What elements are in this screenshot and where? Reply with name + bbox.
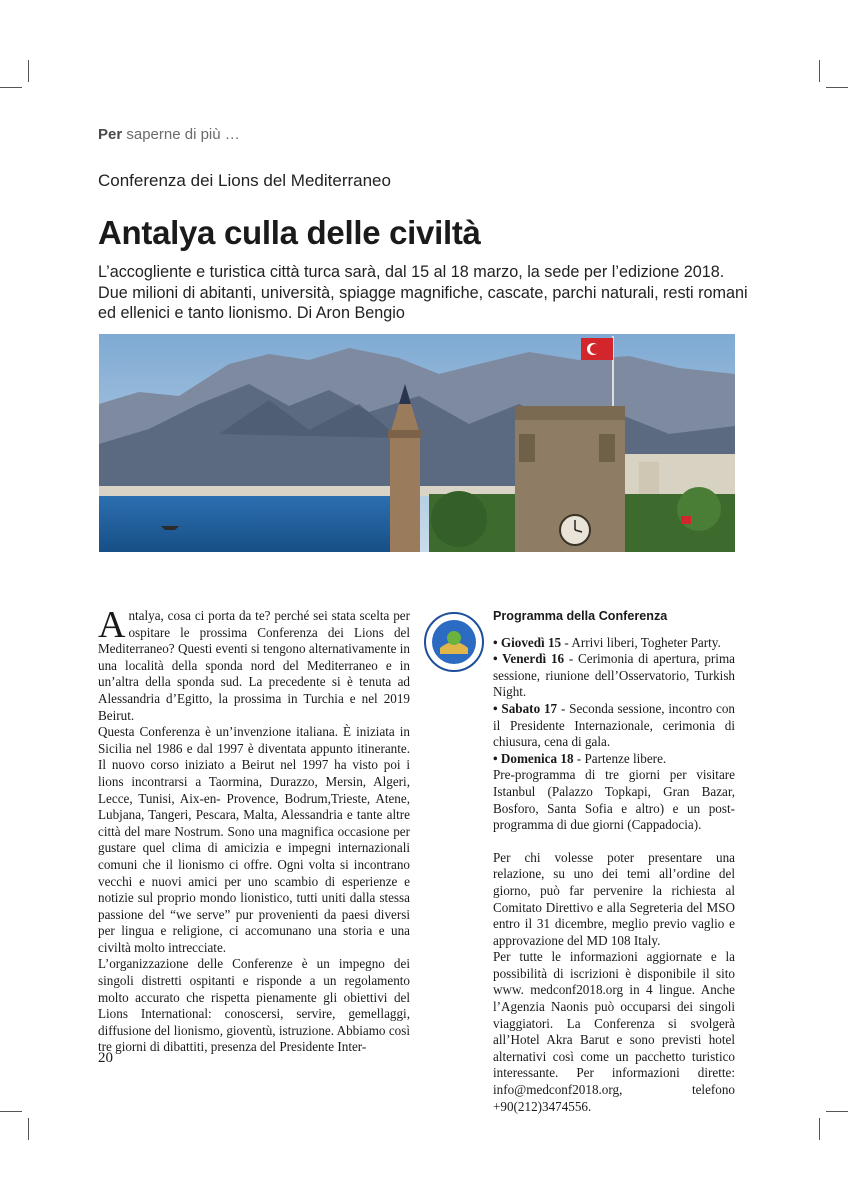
drop-cap: A	[98, 604, 126, 646]
programme-item	[493, 701, 735, 751]
city-buildings	[619, 454, 735, 494]
kicker-rest: saperne di più …	[122, 126, 240, 143]
crop-mark	[819, 60, 820, 82]
programme-day: • Sabato 17	[493, 700, 558, 716]
article-title: Antalya culla delle civiltà	[98, 214, 481, 251]
info-paragraph-1: Per chi volesse poter presentare una relazione, su uno dei temi all’ordine del giorno, può far pervenire la richiesta al Comitato Direttivo e alla Segreteria del MSO entro il 31 dicembre, meglio previo vaglio e approvazione del MD 108 Italy.	[493, 849, 735, 948]
programme-day: • Domenica 18	[493, 750, 574, 766]
crop-mark	[28, 1118, 29, 1140]
programme-day: • Giovedì 15	[493, 634, 562, 650]
lions-mediterranean-conference-logo	[424, 612, 484, 672]
pre-post-programme: Pre-programma di tre giorni per visitare Istanbul (Palazzo Topkapi, Gran Bazar, Bosforo, Santa Sofia e altro) e un post-programma di due giorni (Cappadocia).	[493, 767, 735, 833]
crop-mark	[0, 87, 22, 88]
section-title: Conferenza dei Lions del Mediterraneo	[98, 171, 391, 190]
kicker	[98, 126, 240, 143]
kicker-bold: Per	[98, 126, 123, 143]
crop-mark	[826, 1111, 848, 1112]
paragraph-3: L’organizzazione delle Conferenze è un impegno dei singoli distretti ospitanti e risponde a un regolamento molto accurato che rispetta pienamente gli obiettivi del Lions International: conoscersi, servire, gemellaggi, diffusione del lionismo, gioventù, istruzione. Abbiamo così tre giorni di dibattiti, presenza del Presidente Inter-	[98, 956, 410, 1055]
programme-box	[493, 608, 735, 1115]
programme-item	[493, 635, 735, 652]
article-body-left	[98, 604, 410, 1056]
programme-text: - Seconda sessione, incontro con il Presidente Internazionale, cerimonia di chiusura, cena di gala.	[493, 700, 735, 750]
programme-text: - Arrivi liberi, Togheter Party.	[561, 634, 721, 650]
programme-title: Programma della Conferenza	[493, 609, 668, 623]
programme-item	[493, 751, 735, 768]
crop-mark	[826, 87, 848, 88]
crop-mark	[819, 1118, 820, 1140]
programme-text: - Partenze libere.	[573, 750, 667, 766]
paragraph-1	[98, 604, 410, 724]
crop-mark	[0, 1111, 22, 1112]
crop-mark	[28, 60, 29, 82]
paragraph-1-text: ntalya, cosa ci porta da te? perché sei stata scelta per ospitare le prossima Conferenza dei Lions del Mediterraneo? Questi eventi si tengono alternativamente in una località della sponda nord del Mediterraneo e in un’altra della sponda sud. La precedente si è tenuta ad Alessandria d’Egitto, la prossima in Turchia e nel 2019 Beirut.	[98, 608, 410, 723]
page-number: 20	[98, 1050, 113, 1066]
info-paragraph-2: Per tutte le informazioni aggiornate e la possibilità di iscrizioni è disponibile il sito www. medconf2018.org in 4 lingue. Anche l’Agenzia Naonis può occuparsi dei singoli viaggiatori. La Conferenza si svolgerà all’Hotel Akra Barut e sono previsti hotel alternativi così come un pacchetto turistico interessante. Per informazioni dirette: info@medconf2018.org, telefono +90(212)3474556.	[493, 949, 735, 1114]
programme-item	[493, 651, 735, 701]
antalya-photo	[99, 334, 735, 552]
sea	[99, 496, 419, 552]
programme-day: • Venerdì 16	[493, 651, 565, 667]
programme-text: - Cerimonia di apertura, prima sessione, riunione dell’Osservatorio, Turkish Night.	[493, 651, 736, 700]
article-standfirst: L’accogliente e turistica città turca sarà, dal 15 al 18 marzo, la sede per l’edizione 2018. Due milioni di abitanti, università, spiagge magnifiche, cascate, parchi naturali, resti romani ed ellenici e tanto lionismo. Di Aron Bengio	[98, 263, 748, 322]
paragraph-2: Questa Conferenza è un’invenzione italiana. È iniziata in Sicilia nel 1986 e dal 1997 è diventata appunto itinerante. Il nuovo corso iniziato a Beirut nel 1997 ha visto poi i lions incontrarsi a Taormina, Durazzo, Mersin, Algeri, Lecce, Tunisi, Aix-en- Provence, Bodrum,Trieste, Atene, Lubjana, Tangeri, Pescara, Malta, Alessandria e tante altre città del mare Nostrum. Sono una magnifica occasione per gustare quel clima di amicizia e impegni internazionali comuni che il lionismo ci offre. Ogni volta si incontrano vecchi e nuovi amici per uno scambio di esperienze e notizie sul proprio mondo lionistico, tutti uniti dalla stessa passione del “we serve” pur provenienti da paesi diversi per lingua e religione, ci accomunano una storia e una civiltà molto intrecciate.	[98, 724, 410, 955]
